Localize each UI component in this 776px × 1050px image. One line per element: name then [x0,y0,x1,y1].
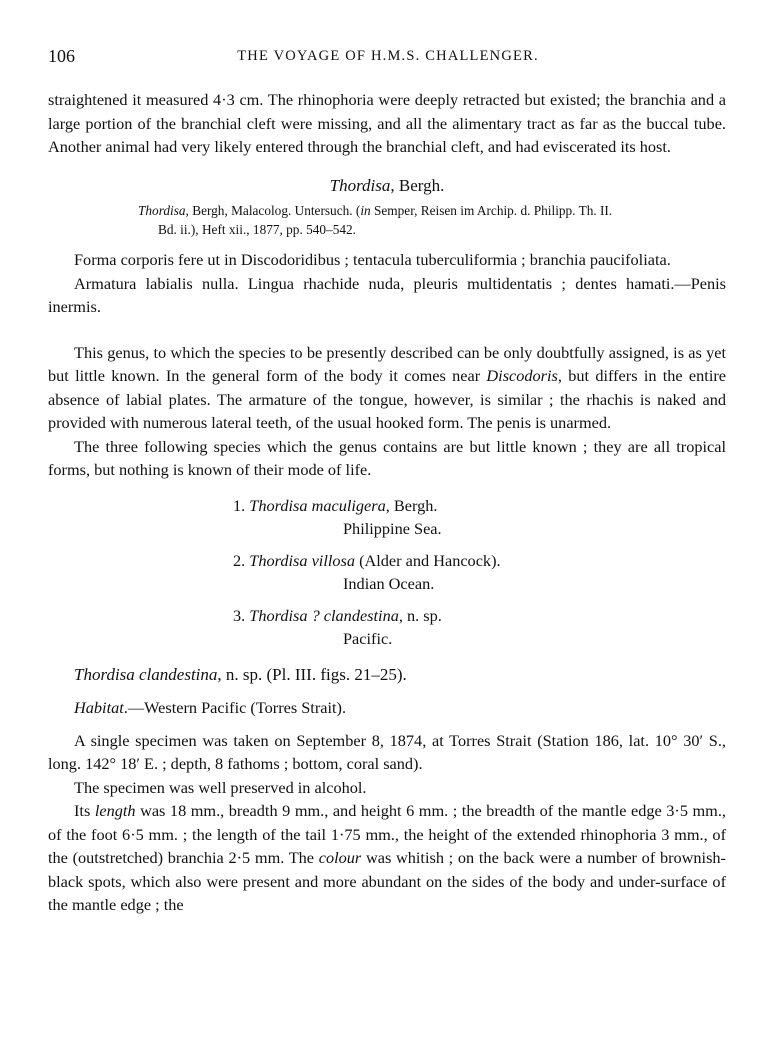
reference-text-2: Semper, Reisen im Archip. d. Philipp. Th. II. [370,203,613,218]
species-locality: Indian Ocean. [343,574,435,593]
reference-in: in [360,203,371,218]
species-heading-name: Thordisa clandestina [74,664,218,684]
description-text-c: was whitish ; on the back were a number of brownish-black spots, which also were present and more abundant on the sides of the body and under-surface of the mantle edge ; the [48,848,726,914]
species-number: 3. [233,605,246,625]
habitat-text: .—Western Pacific (Torres Strait). [123,698,347,717]
preservation-paragraph: The specimen was well preserved in alcohol. [74,777,367,797]
discussion-text-a: This genus, to which the species to be presently described can be only doubtfully assigned, is as yet but little known. In the general form of the body it comes near [48,342,726,385]
description-paragraph [48,799,726,917]
species-number: 2. [233,550,246,570]
species-name: Thordisa ? clandestina [249,605,399,625]
intro-paragraph: straightened it measured 4·3 cm. The rhinophoria were deeply retracted but existed; the branchia and a large portion of the branchial cleft were missing, and all the alimentary tract as far as the buccal tube. Another animal had very likely entered through the branchial cleft, and had eviscerated its host. [48,90,726,156]
genus-authority: , Bergh. [390,175,445,195]
habitat-label: Habitat [74,698,124,717]
reference-genus-name: Thordisa [138,203,186,218]
species-locality: Pacific. [343,629,393,648]
diagnosis-paragraph-2: Armatura labialis nulla. Lingua rhachide nuda, pleuris multidentatis ; dentes hamati.—Penis inermis. [48,273,726,316]
diagnosis-paragraph-1: Forma corporis fere ut in Discodoridibus ; tentacula tuberculiformia ; branchia paucifoliata. [74,250,671,269]
species-authority: (Alder and Hancock). [355,550,501,570]
specimen-paragraph: A single specimen was taken on September 8, 1874, at Torres Strait (Station 186, lat. 10° 30′ S., long. 142° 18′ E. ; depth, 8 fathoms ; bottom, coral sand). [48,730,726,773]
reference-text-3: Bd. ii.), Heft xii., 1877, pp. 540–542. [158,222,356,237]
species-name: Thordisa maculigera [249,495,386,515]
description-length: length [94,801,136,820]
genus-heading [48,174,726,198]
habitat-line [48,696,726,720]
page-body [48,88,726,917]
species-locality: Philippine Sea. [343,519,442,538]
species-heading-suffix: , n. sp. (Pl. III. figs. 21–25). [217,664,407,684]
species-list-item [233,494,726,541]
running-head: THE VOYAGE OF H.M.S. CHALLENGER. [237,48,539,64]
description-text-b: was 18 mm., breadth 9 mm., and height 6 mm. ; the breadth of the mantle edge 3·5 mm., of the foot 6·5 mm. ; the length of the tail 1·75 mm., the height of the extended rhinophoria 3 mm., of the (outstretched) branchia 2·5 mm. The [48,801,726,867]
species-heading [48,663,726,687]
discussion-genus: Discodoris [486,366,558,385]
species-number: 1. [233,495,246,515]
discussion-paragraph [48,341,726,435]
discussion-text-b: , but differs in the entire absence of labial plates. The armature of the tongue, however, is similar ; the rhachis is naked and provided with numerous lateral teeth, of the usual hooked form. The penis is unarmed. [48,366,726,432]
genus-name: Thordisa [329,175,391,195]
page-header [48,46,728,70]
description-text-a: Its [74,801,95,820]
page-number: 106 [48,46,75,66]
species-authority: , Bergh. [385,495,438,515]
species-name: Thordisa villosa [249,550,355,570]
species-intro-paragraph: The three following species which the genus contains are but little known ; they are all tropical forms, but nothing is known of their mode of life. [48,436,726,479]
species-list [48,494,726,651]
reference-text-1: , Bergh, Malacolog. Untersuch. ( [185,203,361,218]
description-colour: colour [318,848,362,867]
species-authority: , n. sp. [398,605,442,625]
genus-reference [48,201,726,239]
species-list-item [233,549,726,596]
species-list-item [233,604,726,651]
